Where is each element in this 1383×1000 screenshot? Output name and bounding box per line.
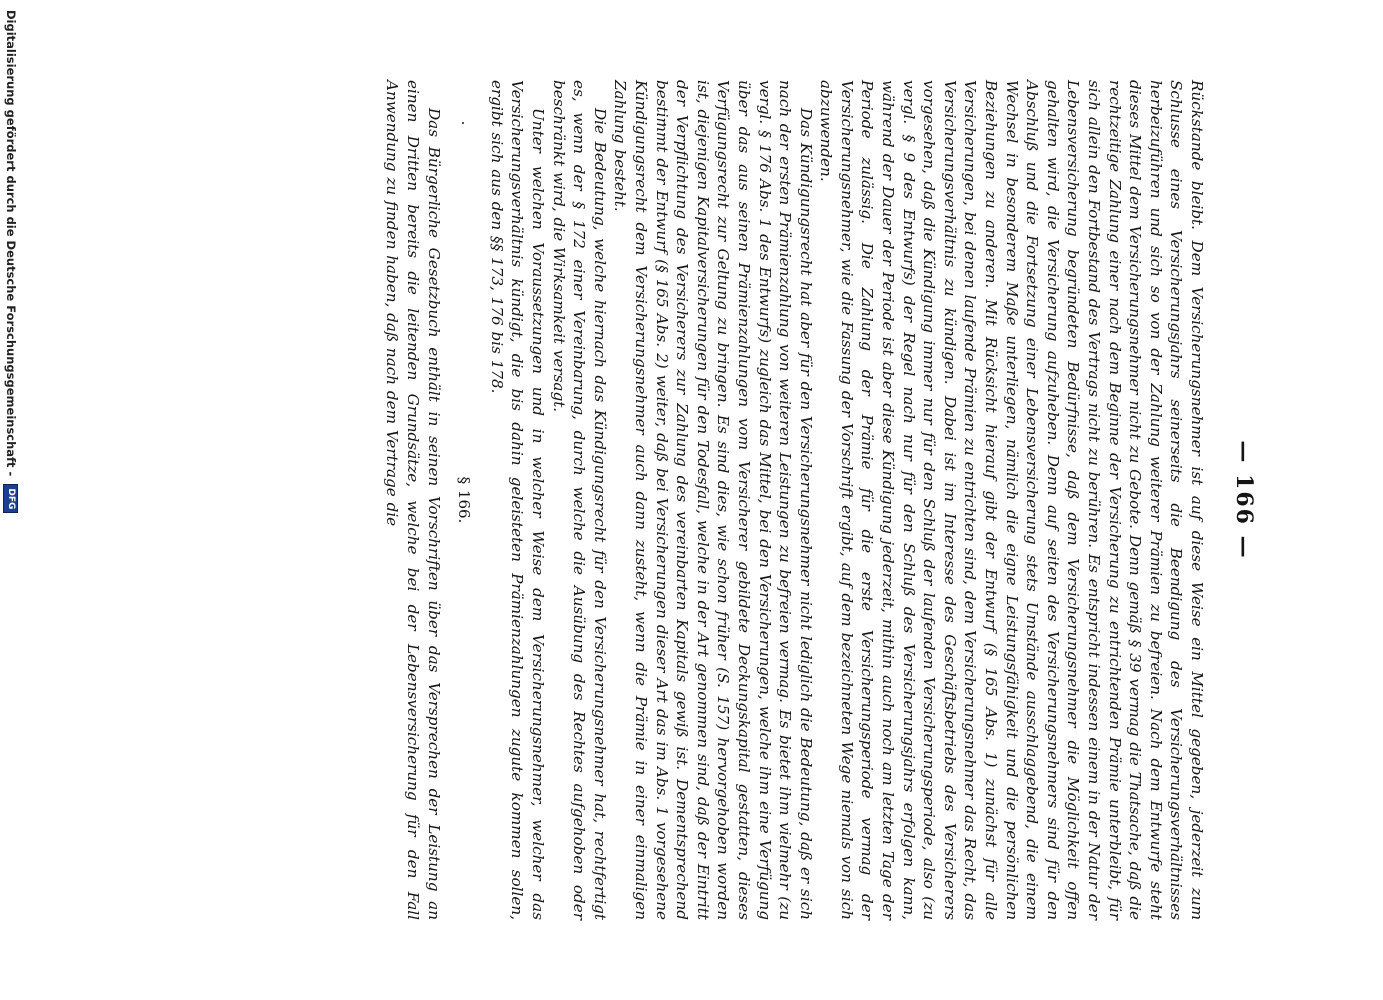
paragraph: Das Bürgerliche Gesetzbuch enthält in seinen Vorschriften über das Versprechen der Leistung an einen Dritten bereits die leitenden Grundsätze, welche bei der Lebensversicherung für den Fall Anwendung zu finden haben, daß nach dem Vertrage die — [383, 80, 443, 920]
body-text — [382, 80, 1207, 920]
rotated-page — [150, 40, 1270, 960]
paragraph: Unter welchen Voraussetzungen und in welcher Weise dem Versicherungsnehmer, welcher das Versicherungsverhältnis kündigt, die bis dahin geleisteten Prämienzahlungen zugute kommen sollen, ergibt sich aus den §§ 173, 176 bis 178. — [487, 80, 547, 920]
page-number: — 166 — — [1231, 440, 1257, 560]
paragraph: Das Kündigungsrecht hat aber für den Versicherungsnehmer nicht lediglich die Bedeutung, daß er sich nach der ersten Prämienzahlung von weiteren Leistungen zu befreien vermag. Es bietet ihm vielmehr (zu vergl. § 176 Abs. 1 des Entwurfs) zugleich das Mittel, bei den Versicherungen, welche ihm eine Verfügung über das aus seinen Prämienzahlungen vom Versicherer gebildete Deckungskapital gestatten, dieses Verfügungsrecht zur Geltung zu bringen. Es sind dies, wie schon früher (S. 157) hervorgehoben worden ist, diejenigen Kapitalversicherungen für den Todesfall, welche in der Art genommen sind, daß der Eintritt der Verpflichtung des Versicherers zur Zahlung des vereinbarten Kapitals gewiß ist. Dementsprechend bestimmt der Entwurf (§ 165 Abs. 2) weiter, daß bei Versicherungen dieser Art das im Abs. 1 vorgesehene Kündigungsrecht dem Versicherungsnehmer auch dann zusteht, wenn die Prämie in einer einmaligen Zahlung besteht. — [611, 80, 815, 920]
digitization-note — [0, 0, 22, 1000]
paragraph: Rückstande bleibt. Dem Versicherungsnehmer ist auf diese Weise ein Mittel gegeben, jederzeit zum Schlusse eines Versicherungsjahrs seinerseits die Beendigung des Versicherungsverhältnisses herbeizuführen und sich so von der Zahlung weiterer Prämien zu befreien. Nach dem Entwurfe steht dieses Mittel dem Versicherungsnehmer nicht zu Gebote. Denn gemäß § 39 vermag die Thatsache, daß die rechtzeitige Zahlung einer nach dem Beginne der Versicherung zu entrichtenden Prämie unterbleibt, für sich allein den Fortbestand des Vertrags nicht zu berühren. Es entspricht indessen einem in der Natur der Lebensversicherung begründeten Bedürfnisse, daß dem Versicherungsnehmer die Möglichkeit offen gehalten wird, die Versicherung aufzuheben. Denn auf seiten des Versicherungsnehmers sind für den Abschluß und die Fortsetzung einer Lebensversicherung stets Umstände ausschlaggebend, die einem Wechsel in besonderem Maße unterliegen, nämlich die eigne Leistungsfähigkeit und die persönlichen Beziehungen zu anderen. Mit Rücksicht hierauf gibt der Entwurf (§ 165 Abs. 1) zunächst für alle Versicherungen, bei denen laufende Prämien zu entrichten sind, dem Versicherungsnehmer das Recht, das Versicherungsverhältnis zu kündigen. Dabei ist im Interesse des Geschäftsbetriebs des Versicherers vorgesehen, daß die Kündigung immer nur für den Schluß der laufenden Versicherungsperiode, also (zu vergl. § 9 des Entwurfs) der Regel nach nur für den Schluß des Versicherungsjahrs erfolgen kann, während der Dauer der Periode ist aber diese Kündigung jederzeit, mithin auch noch am letzten Tage der Periode zulässig. Die Zahlung der Prämie für die erste Versicherungsperiode vermag der Versicherungsnehmer, wie die Fassung der Vorschrift ergibt, auf dem bezeichneten Wege niemals von sich abzuwenden. — [817, 80, 1206, 920]
section-heading: § 166. — [455, 476, 474, 524]
dfg-logo: DFG — [3, 484, 18, 513]
paragraph: Die Bedeutung, welche hiernach das Kündigungsrecht für den Versicherungsnehmer hat, rechtfertigt es, wenn der § 172 einer Vereinbarung, durch welche die Ausübung des Rechtes aufgehoben oder beschränkt wird, die Wirksamkeit versagt. — [549, 80, 609, 920]
digitization-note-text: Digitalisierung gefördert durch die Deutsche Forschungsgemeinschaft - — [4, 10, 18, 477]
